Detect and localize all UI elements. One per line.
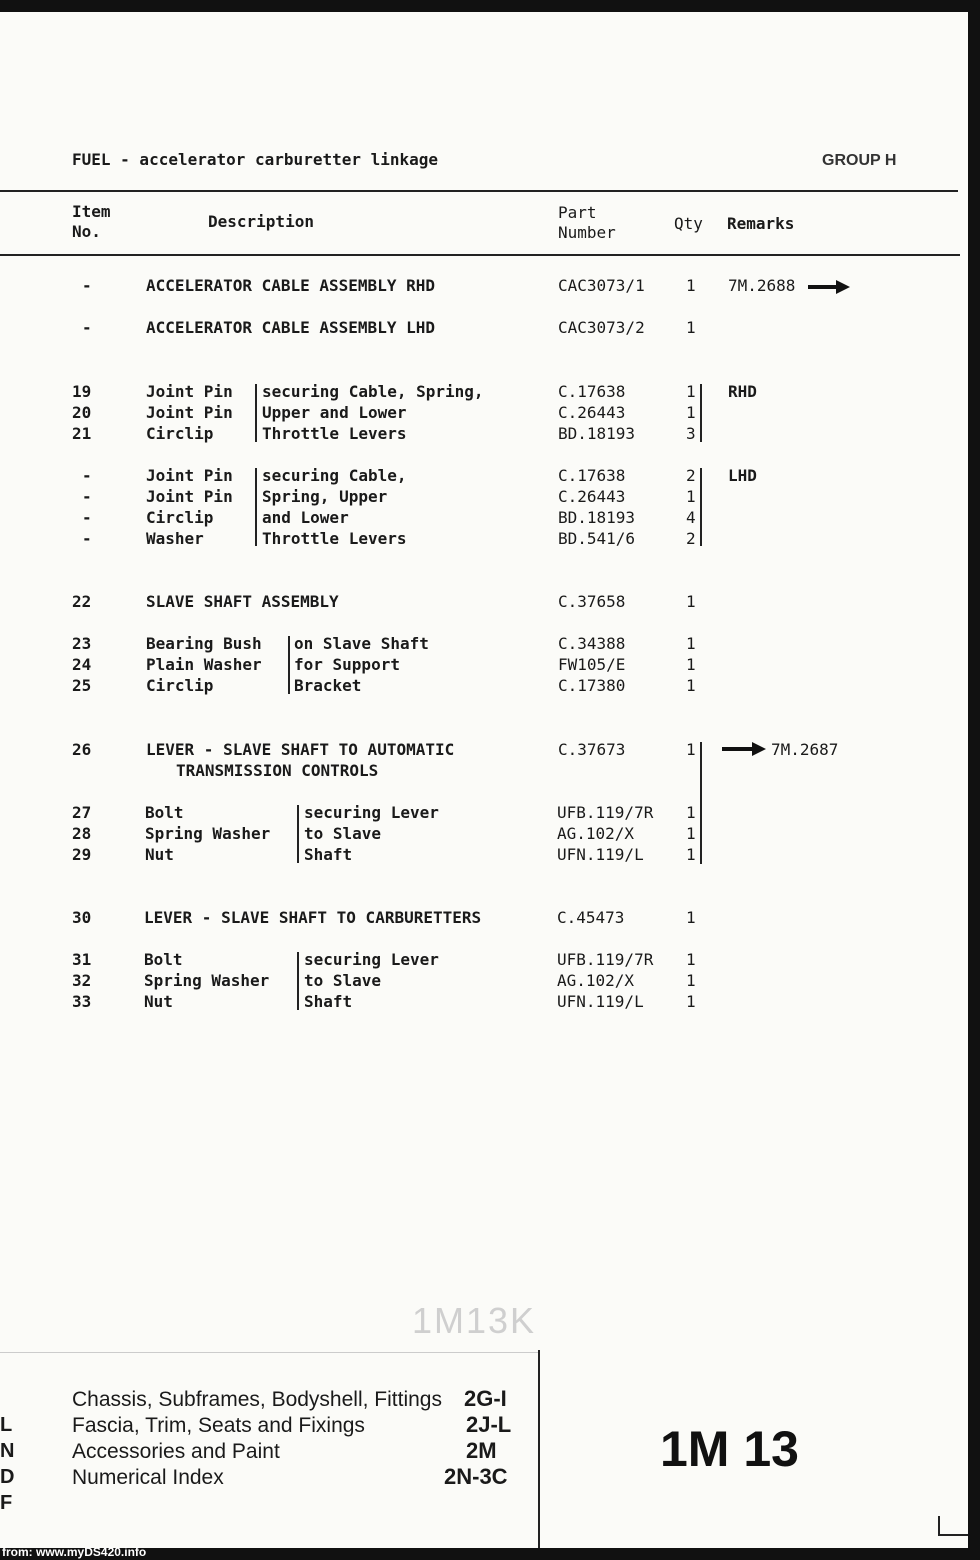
- qty: 2: [686, 529, 696, 548]
- index-label: Chassis, Subframes, Bodyshell, Fittings: [72, 1388, 442, 1411]
- arrow-right-icon: [722, 742, 766, 756]
- index-code: 2G-I: [464, 1386, 507, 1411]
- qty: 2: [686, 466, 696, 485]
- part-name: Bolt: [145, 803, 184, 822]
- index-label: Fascia, Trim, Seats and Fixings: [72, 1414, 365, 1437]
- header-rule-top: [0, 190, 958, 192]
- usage-note: for Support: [294, 655, 400, 674]
- col-part-line1: Part: [558, 203, 597, 222]
- part-number: C.26443: [558, 487, 626, 506]
- edge-letter: N: [0, 1440, 15, 1462]
- remark: RHD: [728, 382, 757, 401]
- usage-note: securing Cable,: [262, 466, 407, 485]
- item-no: 27: [72, 803, 92, 822]
- part-number: C.17638: [558, 466, 626, 485]
- index-code: 2M: [466, 1438, 497, 1463]
- item-no: 33: [72, 992, 92, 1011]
- edge-letter: F: [0, 1492, 13, 1514]
- qty: 3: [686, 424, 696, 443]
- usage-note: securing Lever: [304, 803, 439, 822]
- qty: 1: [686, 592, 696, 611]
- qty-bracket: [700, 468, 702, 546]
- remark: 7M.2687: [771, 740, 839, 759]
- part-number: C.17638: [558, 382, 626, 401]
- part-name: Joint Pin: [146, 466, 233, 485]
- index-divider: [538, 1350, 540, 1548]
- usage-note: Shaft: [304, 845, 353, 864]
- part-name: Nut: [145, 845, 174, 864]
- qty: 1: [686, 634, 696, 653]
- item-no: -: [82, 487, 92, 506]
- part-number: AG.102/X: [557, 971, 635, 990]
- qty: 1: [686, 992, 696, 1011]
- index-panel-rule: [0, 1352, 540, 1353]
- part-number: C.26443: [558, 403, 626, 422]
- group-bracket: [288, 636, 290, 694]
- index-label: Numerical Index: [72, 1466, 224, 1489]
- usage-note: Spring, Upper: [262, 487, 388, 506]
- item-no: -: [82, 466, 92, 485]
- source-caption: from: www.myDS420.info: [2, 1545, 147, 1559]
- faint-stamp: 1M13K: [412, 1300, 537, 1341]
- part-name: Bearing Bush: [146, 634, 262, 653]
- part-name: Nut: [144, 992, 173, 1011]
- item-no: 21: [72, 424, 92, 443]
- qty: 1: [686, 950, 696, 969]
- item-no: 23: [72, 634, 92, 653]
- arrow-right-icon: [808, 280, 850, 294]
- col-description: Description: [208, 212, 314, 231]
- part-name: Washer: [146, 529, 204, 548]
- part-number: CAC3073/2: [558, 318, 645, 337]
- usage-note: and Lower: [262, 508, 349, 527]
- qty: 1: [686, 740, 696, 759]
- part-name: Circlip: [146, 676, 214, 695]
- group-label: GROUP H: [822, 152, 897, 169]
- part-name: Spring Washer: [144, 971, 270, 990]
- part-number: UFB.119/7R: [557, 950, 654, 969]
- item-no: -: [82, 276, 92, 295]
- description: LEVER - SLAVE SHAFT TO CARBURETTERS: [144, 908, 482, 927]
- qty: 1: [686, 276, 696, 295]
- part-number: C.37673: [558, 740, 626, 759]
- item-no: 25: [72, 676, 92, 695]
- description: SLAVE SHAFT ASSEMBLY: [146, 592, 339, 611]
- part-number: UFN.119/L: [557, 845, 644, 864]
- part-number: UFB.119/7R: [557, 803, 654, 822]
- item-no: -: [82, 318, 92, 337]
- part-number: AG.102/X: [557, 824, 635, 843]
- usage-note: to Slave: [304, 971, 382, 990]
- qty: 1: [686, 655, 696, 674]
- col-part-line2: Number: [558, 223, 616, 242]
- qty: 4: [686, 508, 696, 527]
- description: ACCELERATOR CABLE ASSEMBLY RHD: [146, 276, 435, 295]
- item-no: 29: [72, 845, 92, 864]
- item-no: -: [82, 508, 92, 527]
- item-no: 26: [72, 740, 92, 759]
- usage-note: to Slave: [304, 824, 382, 843]
- qty-bracket: [700, 384, 702, 442]
- qty: 1: [686, 382, 696, 401]
- part-name: Joint Pin: [146, 403, 233, 422]
- qty: 1: [686, 908, 696, 927]
- part-name: Plain Washer: [146, 655, 262, 674]
- corner-mark: [940, 1534, 968, 1536]
- part-name: Circlip: [146, 424, 214, 443]
- part-name: Spring Washer: [145, 824, 271, 843]
- qty: 1: [686, 676, 696, 695]
- group-bracket: [297, 805, 299, 863]
- part-number: BD.541/6: [558, 529, 636, 548]
- index-code: 2N-3C: [444, 1464, 508, 1489]
- index-code: 2J-L: [466, 1412, 512, 1437]
- part-name: Joint Pin: [146, 487, 233, 506]
- qty: 1: [686, 824, 696, 843]
- col-item-line2: No.: [72, 222, 101, 241]
- description: ACCELERATOR CABLE ASSEMBLY LHD: [146, 318, 435, 337]
- qty-bracket: [700, 742, 702, 864]
- qty: 1: [686, 803, 696, 822]
- remark: LHD: [728, 466, 757, 485]
- item-no: 19: [72, 382, 92, 401]
- col-item-line1: Item: [72, 202, 111, 221]
- usage-note: securing Lever: [304, 950, 439, 969]
- part-number: C.45473: [557, 908, 625, 927]
- description-continued: TRANSMISSION CONTROLS: [176, 761, 379, 780]
- qty: 1: [686, 971, 696, 990]
- edge-letter: D: [0, 1466, 15, 1488]
- part-number: C.37658: [558, 592, 626, 611]
- part-number: FW105/E: [558, 655, 626, 674]
- usage-note: Bracket: [294, 676, 362, 695]
- page-title: FUEL - accelerator carburetter linkage: [72, 150, 439, 169]
- item-no: 32: [72, 971, 92, 990]
- usage-note: Throttle Levers: [262, 529, 407, 548]
- part-name: Bolt: [144, 950, 183, 969]
- usage-note: on Slave Shaft: [294, 634, 429, 653]
- qty: 1: [686, 403, 696, 422]
- col-remarks: Remarks: [727, 214, 795, 233]
- part-number: C.34388: [558, 634, 626, 653]
- remark: 7M.2688: [728, 276, 796, 295]
- usage-note: securing Cable, Spring,: [262, 382, 484, 401]
- usage-note: Upper and Lower: [262, 403, 407, 422]
- edge-letter: L: [0, 1414, 13, 1436]
- part-number: BD.18193: [558, 424, 636, 443]
- item-no: 30: [72, 908, 92, 927]
- item-no: 31: [72, 950, 92, 969]
- group-bracket: [255, 468, 257, 546]
- page-code: 1M 13: [660, 1421, 799, 1477]
- item-no: 22: [72, 592, 92, 611]
- item-no: 28: [72, 824, 92, 843]
- item-no: 24: [72, 655, 92, 674]
- col-qty: Qty: [674, 214, 703, 233]
- item-no: 20: [72, 403, 92, 422]
- part-number: UFN.119/L: [557, 992, 644, 1011]
- part-number: C.17380: [558, 676, 626, 695]
- header-rule-bottom: [0, 254, 960, 256]
- corner-mark: [938, 1516, 940, 1536]
- part-name: Joint Pin: [146, 382, 233, 401]
- usage-note: Throttle Levers: [262, 424, 407, 443]
- description: LEVER - SLAVE SHAFT TO AUTOMATIC: [146, 740, 455, 759]
- group-bracket: [255, 384, 257, 442]
- part-number: BD.18193: [558, 508, 636, 527]
- index-label: Accessories and Paint: [72, 1440, 280, 1463]
- part-name: Circlip: [146, 508, 214, 527]
- part-number: CAC3073/1: [558, 276, 645, 295]
- qty: 1: [686, 318, 696, 337]
- qty: 1: [686, 487, 696, 506]
- qty: 1: [686, 845, 696, 864]
- footer-bar: [0, 1548, 980, 1560]
- item-no: -: [82, 529, 92, 548]
- group-bracket: [297, 952, 299, 1010]
- usage-note: Shaft: [304, 992, 353, 1011]
